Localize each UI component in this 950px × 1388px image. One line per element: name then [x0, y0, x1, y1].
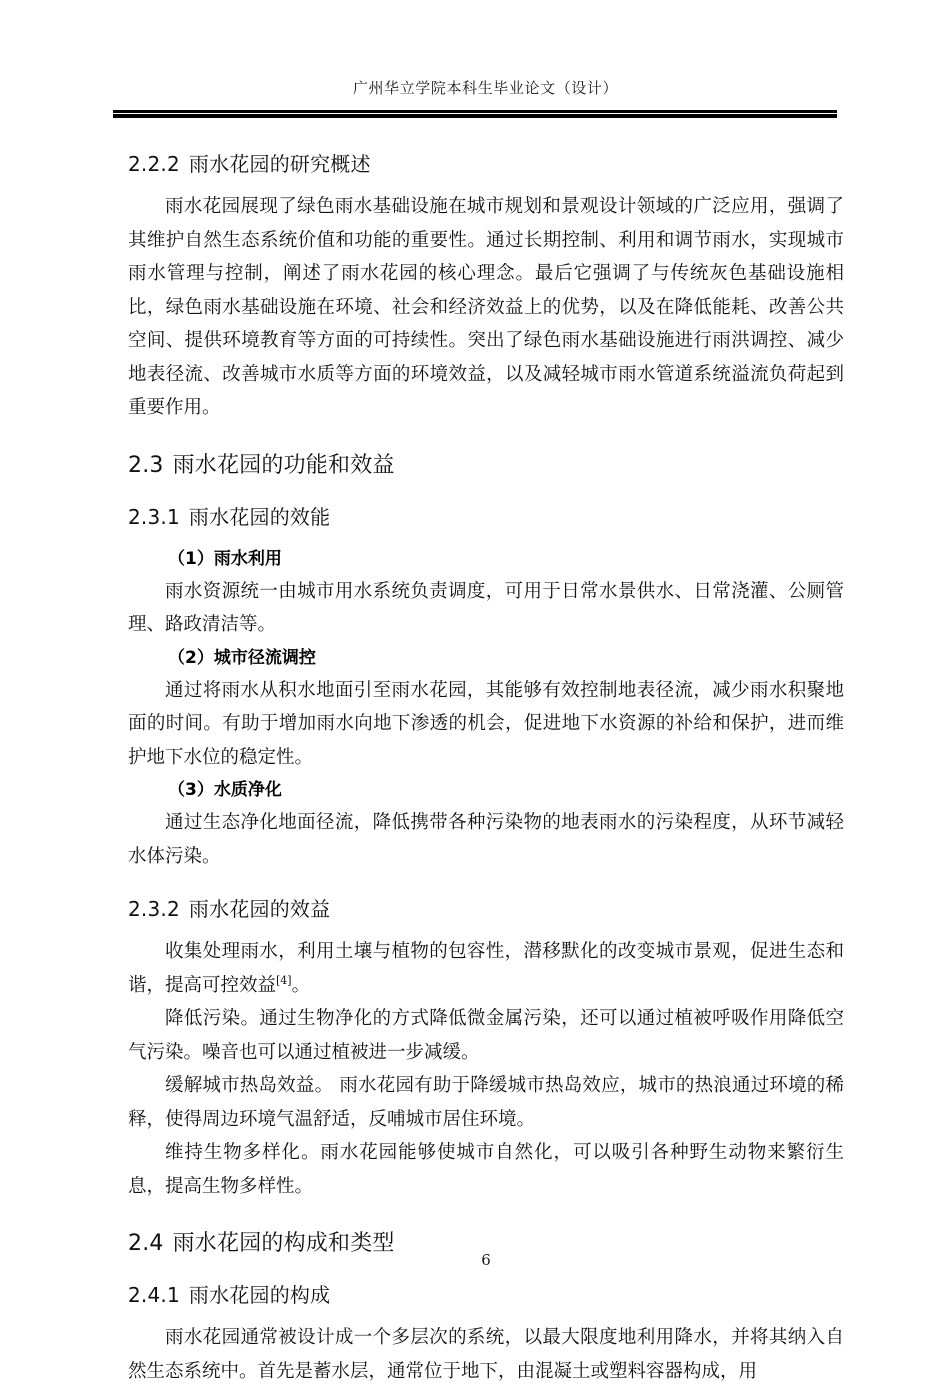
heading-2-2-2-title: 雨水花园的研究概述	[188, 152, 371, 176]
running-header	[128, 78, 843, 97]
paragraph-2-3-2-1-text: 收集处理雨水，利用土壤与植物的包容性，潜移默化的改变城市景观，促进生态和谐，提高可控效益	[128, 941, 844, 996]
header-divider-rule	[113, 110, 837, 118]
paragraph-2-3-2-2: 降低污染。通过生物净化的方式降低微金属污染，还可以通过植被呼吸作用降低空气污染。噪音也可以通过植被进一步减缓。	[128, 1008, 844, 1063]
heading-2-4-1-number: 2.4.1	[128, 1283, 180, 1307]
header-rule-bottom-line	[113, 114, 837, 118]
paragraph-2-4-1: 雨水花园通常被设计成一个多层次的系统，以最大限度地利用降水，并将其纳入自然生态系统中。首先是蓄水层，通常位于地下，由混凝土或塑料容器构成，用	[128, 1327, 844, 1382]
heading-2-4-1	[128, 1281, 844, 1309]
paragraph-2-2-2: 雨水花园展现了绿色雨水基础设施在城市规划和景观设计领域的广泛应用，强调了其维护自然生态系统价值和功能的重要性。通过长期控制、利用和调节雨水，实现城市雨水管理与控制，阐述了雨水花园的核心理念。最后它强调了与传统灰色基础设施相比，绿色雨水基础设施在环境、社会和经济效益上的优势，以及在降低能耗、改善公共空间、提供环境教育等方面的可持续性。突出了绿色雨水基础设施进行雨洪调控、减少地表径流、改善城市水质等方面的环境效益，以及减轻城市雨水管道系统溢流负荷起到重要作用。	[128, 196, 844, 418]
paragraph-2-3-2-3: 缓解城市热岛效益。 雨水花园有助于降缓城市热岛效应，城市的热浪通过环境的稀释，使得周边环境气温舒适，反哺城市居住环境。	[128, 1075, 844, 1130]
heading-2-4-1-title: 雨水花园的构成	[188, 1283, 331, 1307]
page-footer	[128, 1250, 844, 1269]
page-number: 6	[481, 1251, 491, 1269]
item-text-1: 雨水资源统一由城市用水系统负责调度，可用于日常水景供水、日常浇灌、公厕管理、路政清洁等。	[128, 580, 844, 635]
paragraph-2-3-2-1-tail: 。	[291, 974, 311, 996]
heading-2-4-number: 2.4	[128, 1231, 164, 1256]
heading-2-3	[128, 451, 844, 481]
heading-2-3-1-title: 雨水花园的效能	[188, 504, 331, 529]
heading-2-2-2	[128, 150, 844, 178]
item-label-3: （3）水质净化	[168, 780, 282, 800]
citation-reference-4: [4]	[276, 973, 292, 987]
item-text-3: 通过生态净化地面径流，降低携带各种污染物的地表雨水的污染程度，从环节减轻水体污染。	[128, 812, 844, 867]
heading-2-4-title: 雨水花园的构成和类型	[172, 1231, 395, 1256]
item-label-1: （1）雨水利用	[168, 548, 282, 569]
paragraph-2-3-2-1	[128, 935, 844, 1002]
item-label-2: （2）城市径流调控	[168, 647, 316, 668]
paragraph-2-3-2-4: 维持生物多样化。雨水花园能够使城市自然化，可以吸引各种野生动物来繁衍生息，提高生物多样性。	[128, 1142, 844, 1197]
heading-2-3-2	[128, 895, 844, 923]
heading-2-3-number: 2.3	[128, 452, 164, 478]
heading-2-3-1	[128, 503, 844, 531]
heading-2-3-2-number: 2.3.2	[128, 897, 180, 921]
document-body	[128, 128, 844, 1388]
heading-2-2-2-number: 2.2.2	[128, 152, 180, 176]
item-text-2: 通过将雨水从积水地面引至雨水花园，其能够有效控制地表径流，减少雨水积聚地面的时间。有助于增加雨水向地下渗透的机会，促进地下水资源的补给和保护，进而维护地下水位的稳定性。	[128, 679, 844, 768]
heading-2-3-2-title: 雨水花园的效益	[188, 897, 331, 921]
heading-2-3-1-number: 2.3.1	[128, 504, 180, 529]
heading-2-3-title: 雨水花园的功能和效益	[172, 452, 395, 478]
running-header-title: 广州华立学院本科生毕业论文（设计）	[352, 79, 619, 97]
